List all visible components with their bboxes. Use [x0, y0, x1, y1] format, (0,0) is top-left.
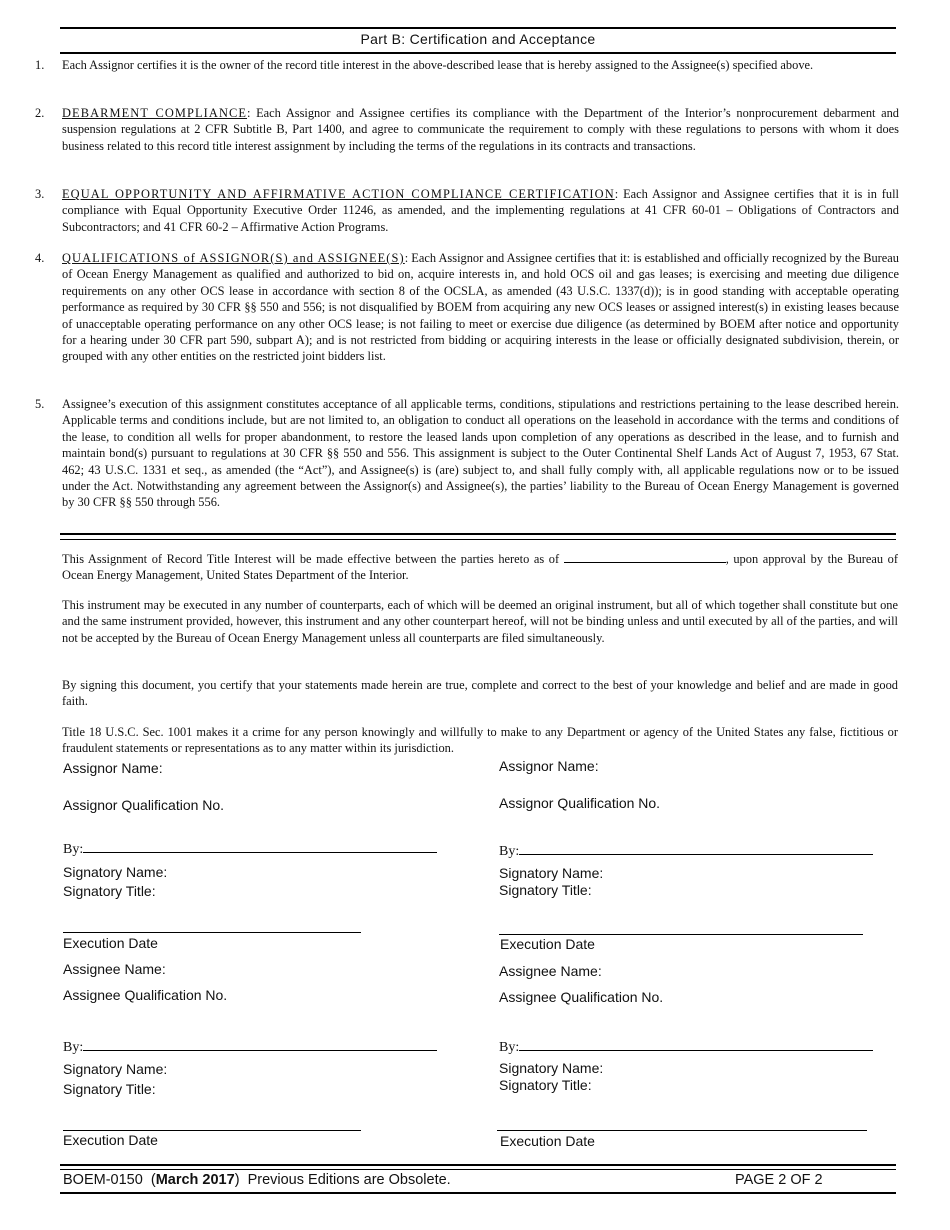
title18-paragraph: Title 18 U.S.C. Sec. 1001 makes it a crime for any person knowingly and willfully to make to any Department or agency of the United States any false, fictitious or fraudulent statements or representations as to any matter within its jurisdiction. [62, 725, 898, 756]
left-assignee-signatory-name-label: Signatory Name: [63, 1061, 168, 1077]
item-heading: DEBARMENT COMPLIANCE [62, 106, 248, 120]
left-assignor-signatory-title-label: Signatory Title: [63, 883, 156, 899]
section-rule-lower [60, 539, 896, 540]
left-assignee-execution-date-line[interactable] [63, 1130, 361, 1131]
right-assignor-signatory-title-label: Signatory Title: [499, 882, 592, 898]
item-text: : Each Assignor and Assignee certifies that it: is established and officially recognized by the Bureau of Ocean Energy Management as qualified and authorized to bid on, acquire interests in, and hold OCS oil and gas leases; is exercising and meeting due diligence requirements on any other OCS lease in accordance with section 8 of the OCSLA, as amended (43 U.S.C. 1337(d)); is in good standing with acceptable operating performance as required by 30 CFR §§ 550 and 556; is not disqualified by BOEM from acquiring any new OCS leases or assigned interest(s) in existing leases because of unacceptable operating performance on any other OCS lease; is not failing to meet or exercise due diligence (as determined by BOEM after notice and opportunity for a hearing under 30 CFR part 590, subpart A); and is not restricted from bidding or acquiring interests in the lease or officially designated subdivision, therein, or grouped with any other entities on the restricted joint bidders list. [62, 251, 899, 364]
right-assignee-execution-date-line[interactable] [497, 1130, 867, 1131]
footer-rule-bottom [60, 1192, 896, 1194]
right-assignee-signatory-name-label: Signatory Name: [499, 1060, 604, 1076]
signature-line[interactable] [519, 1036, 873, 1051]
left-assignor-qualification-label: Assignor Qualification No. [63, 797, 225, 813]
certification-item-3 [35, 186, 899, 235]
item-number: 5. [35, 397, 45, 411]
page-number: PAGE 2 OF 2 [735, 1172, 823, 1188]
signature-line[interactable] [83, 838, 437, 853]
part-title: Part B: Certification and Acceptance [360, 31, 596, 47]
right-assignee-qualification-label: Assignee Qualification No. [499, 989, 664, 1005]
item-number: 2. [35, 106, 45, 120]
left-assignor-signatory-name-label: Signatory Name: [63, 864, 168, 880]
left-assignee-name-label: Assignee Name: [63, 961, 166, 977]
title-rule [60, 52, 896, 54]
left-assignor-signature-field[interactable] [63, 838, 437, 858]
effective-date-paragraph [62, 550, 898, 584]
certify-paragraph: By signing this document, you certify that your statements made herein are true, complete and correct to the best of your knowledge and belief and are made in good faith. [62, 678, 898, 709]
by-label: By: [63, 1040, 84, 1055]
right-assignor-execution-date-line[interactable] [499, 934, 863, 935]
form-number: BOEM-0150 [63, 1172, 143, 1188]
right-assignee-signatory-title-label: Signatory Title: [499, 1077, 592, 1093]
left-assignor-execution-date-line[interactable] [63, 932, 361, 933]
obsolete-note: Previous Editions are Obsolete. [247, 1172, 451, 1188]
effective-date-field[interactable] [564, 550, 726, 563]
right-assignor-signature-field[interactable] [499, 840, 873, 860]
left-assignee-execution-date-label: Execution Date [63, 1132, 158, 1148]
right-assignor-qualification-label: Assignor Qualification No. [499, 795, 661, 811]
signature-line[interactable] [519, 840, 873, 855]
form-edition-note: BOEM-0150 (March 2017) Previous Editions are Obsolete. [63, 1172, 451, 1188]
right-assignor-execution-date-label: Execution Date [500, 936, 595, 952]
certification-item-4 [35, 250, 899, 365]
left-assignor-name-label: Assignor Name: [63, 760, 163, 776]
right-assignor-name-label: Assignor Name: [499, 758, 599, 774]
certification-item-1 [35, 57, 899, 73]
effective-text-end: , upon approval by the Bureau of Ocean Energy Management, United States Department of the Interior. [62, 552, 898, 583]
certification-item-5 [35, 396, 899, 511]
item-heading: QUALIFICATIONS of ASSIGNOR(S) and ASSIGNEE(S) [62, 251, 405, 265]
footer-rule-lower [60, 1169, 896, 1170]
item-heading: EQUAL OPPORTUNITY AND AFFIRMATIVE ACTION COMPLIANCE CERTIFICATION [62, 187, 615, 201]
by-label: By: [63, 842, 84, 857]
item-number: 4. [35, 251, 45, 265]
effective-text-start: This Assignment of Record Title Interest will be made effective between the parties hereto as of [62, 552, 564, 566]
right-assignee-name-label: Assignee Name: [499, 963, 602, 979]
footer-rule-upper [60, 1164, 896, 1166]
by-label: By: [499, 844, 520, 859]
item-text: : Each Assignor and Assignee certifies its compliance with the Department of the Interior’s nonprocurement debarment and suspension regulations at 2 CFR Subtitle B, Part 1400, and agree to communicate the requirement to comply with these regulations to persons with whom it does business related to this record title interest assignment by including the terms of the regulations in its contracts and transactions. [62, 106, 900, 153]
item-text: Assignee’s execution of this assignment constitutes acceptance of all applicable terms, conditions, stipulations and restrictions pertaining to the lease described herein. Applicable terms and conditions include, but are not limited to, an obligation to conduct all operations on the leasehold in accordance with the terms and conditions of the lease, to condition all wells for proper abandonment, to restore the leased lands upon completion of any operations as described in the lease, and to furnish and maintain bond(s) pursuant to regulations at 30 CFR §§ 550 and 556. This assignment is subject to the Outer Continental Shelf Lands Act of August 7, 1953, 67 Stat. 462; 43 U.S.C. 1331 et seq., as amended (the “Act”), and Assignee(s) is (are) subject to, and shall fully comply with, all applicable regulations now or to be issued under the Act. Notwithstanding any agreement between the Assignor(s) and Assignee(s), the parties’ liability to the Bureau of Ocean Energy Management is governed by 30 CFR §§ 550 through 556. [62, 397, 899, 510]
right-assignor-signatory-name-label: Signatory Name: [499, 865, 604, 881]
item-number: 1. [35, 58, 45, 72]
left-assignee-qualification-label: Assignee Qualification No. [63, 987, 228, 1003]
top-rule [60, 27, 896, 29]
item-text: Each Assignor certifies it is the owner of the record title interest in the above-described lease that is hereby assigned to the Assignee(s) specified above. [62, 58, 814, 72]
left-assignee-signature-field[interactable] [63, 1036, 437, 1056]
edition-date: March 2017 [155, 1172, 235, 1188]
right-assignee-signature-field[interactable] [499, 1036, 873, 1056]
counterparts-paragraph: This instrument may be executed in any number of counterparts, each of which will be deemed an original instrument, but all of which together shall constitute but one and the same instrument provided, however, this instrument and any other counterpart hereof, will not be binding unless and until executed by all of the parties, and will not be accepted by the Bureau of Ocean Energy Management unless all counterparts are filed simultaneously. [62, 598, 898, 645]
signature-line[interactable] [83, 1036, 437, 1051]
right-assignee-execution-date-label: Execution Date [500, 1133, 595, 1149]
left-assignor-execution-date-label: Execution Date [63, 935, 158, 951]
by-label: By: [499, 1040, 520, 1055]
item-text: : Each Assignor and Assignee certifies that it is in full compliance with Equal Opportunity Executive Order 11246, as amended, and the implementing regulations at 41 CFR 60-01 – Obligations of Contractors and Subcontractors; and 41 CFR 60-2 – Affirmative Action Programs. [62, 187, 899, 234]
certification-item-2 [35, 105, 899, 154]
item-number: 3. [35, 187, 45, 201]
left-assignee-signatory-title-label: Signatory Title: [63, 1081, 156, 1097]
section-rule-upper [60, 533, 896, 535]
